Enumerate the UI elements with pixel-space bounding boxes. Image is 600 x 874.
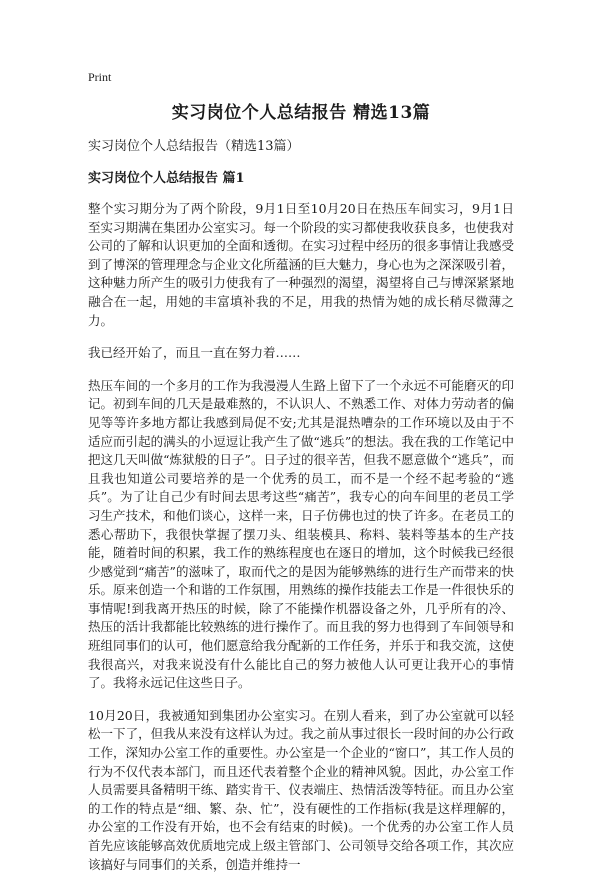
- paragraph-transition: 我已经开始了，而且一直在努力着……: [88, 345, 301, 361]
- paragraph-intro: 整个实习期分为了两个阶段，9月1日至10月20日在热压车间实习，9月1日至实习期满在集团办公室实习。每一个阶段的实习都使我收获良多，也使我对公司的了解和认识更加的全面和透彻。在实习过程中经历的很多事情让我感受到了博深的管理理念与企业文化所蕴涵的巨大魅力，身心也为之深深吸引着，这种魅力所产生的吸引力使我有了一种强烈的渴望，渴望将自己与博深紧紧地融合在一起，用她的丰富填补我的不足，用我的热情为她的成长稍尽微薄之力。: [88, 201, 514, 328]
- paragraph-workshop: 热压车间的一个多月的工作为我漫漫人生路上留下了一个永远不可能磨灭的印记。初到车间的几天是最难熬的，不认识人、不熟悉工作、对体力劳动者的偏见等等许多地方都让我感到局促不安;尤其是混热嘈杂的工作环境以及由于不适应而引起的满头的小逗逗让我产生了做“逃兵”的想法。我在我的工作笔记中把这几天叫做“炼狱般的日子”。日子过的很辛苦，但我不愿意做个“逃兵”，而且我也知道公司要培养的是一个优秀的员工，而不是一个经不起考验的“逃兵”。为了让自己少有时间去思考这些“痛苦”，我专心的向车间里的老员工学习生产技术，和他们谈心，这样一来，日子仿佛也过的快了许多。在老员工的悉心帮助下，我很快掌握了摆刀头、组装模具、称料、装料等基本的生产技能，随着时间的积累，我工作的熟练程度也在逐日的增加，这个时候我已经很少感觉到“痛苦”的滋味了，取而代之的是因为能够熟练的进行生产而带来的快乐。原来创造一个和谐的工作氛围，用熟练的操作技能去工作是一件很快乐的事情呢!到我离开热压的时候，除了不能操作机器设备之外，几乎所有的冷、热压的活计我都能比较熟练的进行操作了。而且我的努力也得到了车间领导和班组同事们的认可，他们愿意给我分配新的工作任务，并乐于和我交流，这使我很高兴，对我来说没有什么能比自己的努力被他人认可更让我开心的事情了。我将永远记住这些日子。: [88, 377, 514, 691]
- print-label: Print: [88, 70, 112, 84]
- paragraph-office: 10月20日，我被通知到集团办公室实习。在别人看来，到了办公室就可以轻松一下了，但我从来没有这样认为过。我之前从事过很长一段时间的办公行政工作，深知办公室工作的重要性。办公室是一个企业的“窗口”，其工作人员的行为不仅代表本部门，而且还代表着整个企业的精神风貌。因此，办公室工作人员需要具备精明干练、踏实肯干、仪表端庄、热情活泼等特征。而且办公室的工作的特点是“细、繁、杂、忙”，没有硬性的工作指标(我是这样理解的，办公室的工作没有开始，也不会有结束的时候)。一个优秀的办公室工作人员首先应该能够高效优质地完成上级主管部门、公司领导交给各项工作，其次应该搞好与同事们的关系，创造并维持一: [88, 707, 514, 872]
- document-title: 实习岗位个人总结报告 精选13篇: [171, 103, 431, 123]
- document-subtitle: 实习岗位个人总结报告（精选13篇）: [88, 139, 300, 154]
- section-heading: 实习岗位个人总结报告 篇1: [88, 171, 245, 186]
